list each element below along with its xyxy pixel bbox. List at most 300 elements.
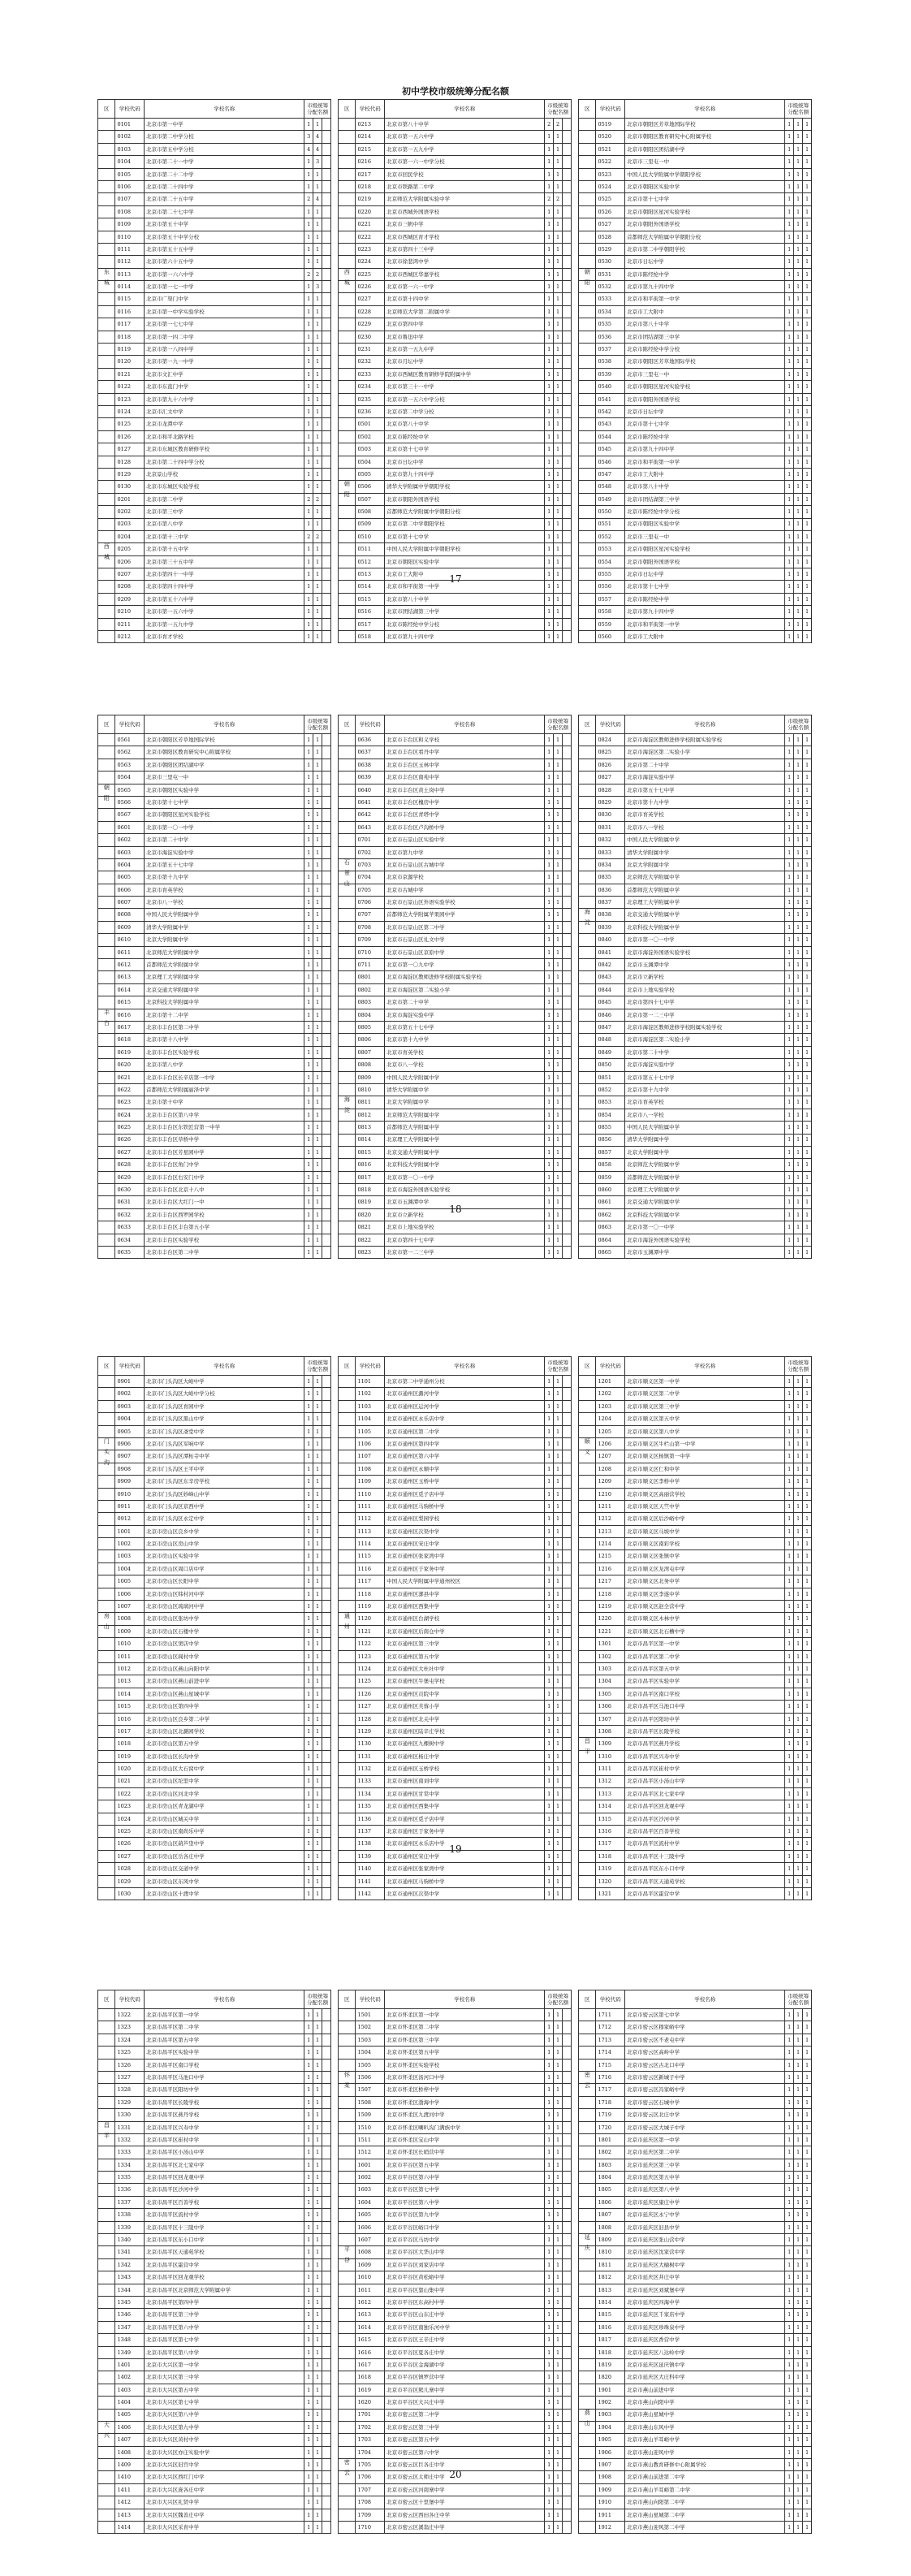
school-code: 1005 — [115, 1575, 145, 1588]
district-cell — [339, 1787, 356, 1800]
quota-value — [563, 1863, 572, 1875]
school-name: 北京市通州区运河中学 — [385, 1400, 545, 1412]
quota-value: 1 — [554, 1588, 563, 1600]
school-code: 0609 — [115, 921, 145, 933]
table-row — [339, 1021, 572, 1033]
school-name: 北京市密云区高岭中学 — [625, 2047, 785, 2059]
quota-value: 1 — [794, 593, 803, 605]
quota-value: 1 — [304, 2409, 313, 2421]
quota-value: 1 — [554, 2296, 563, 2308]
quota-value: 1 — [794, 344, 803, 356]
school-name: 北京市第九十四中学 — [385, 631, 545, 643]
quota-value: 1 — [545, 168, 554, 180]
school-name: 北京市第一五六中学分校 — [385, 393, 545, 405]
quota-value — [322, 1662, 331, 1675]
quota-value: 1 — [554, 2047, 563, 2059]
table-row — [339, 1071, 572, 1083]
district-cell — [579, 1234, 596, 1246]
quota-value: 1 — [304, 959, 313, 971]
table-row — [98, 2346, 331, 2358]
quota-value: 1 — [803, 2234, 812, 2246]
quota-value: 1 — [785, 2284, 794, 2296]
district-cell — [98, 1638, 115, 1650]
quota-value: 1 — [803, 1413, 812, 1425]
school-code: 0817 — [356, 1171, 385, 1183]
district-cell — [339, 2397, 356, 2409]
table-row — [579, 1034, 812, 1046]
quota-value: 1 — [794, 1813, 803, 1825]
quota-value: 1 — [313, 256, 322, 268]
quota-value: 1 — [803, 1184, 812, 1196]
quota-value: 1 — [785, 1009, 794, 1021]
district-cell — [98, 2271, 115, 2284]
district-cell — [579, 1800, 596, 1813]
quota-value: 1 — [554, 606, 563, 618]
school-code: 0813 — [356, 1122, 385, 1134]
quota-value: 1 — [803, 2184, 812, 2196]
table-row — [579, 2309, 812, 2321]
quota-value: 1 — [803, 218, 812, 231]
table-row — [98, 418, 331, 430]
school-name: 北京市怀柔区第五中学 — [385, 2047, 545, 2059]
quota-value: 1 — [803, 2271, 812, 2284]
quota-value: 1 — [785, 2059, 794, 2071]
quota-value: 1 — [313, 2522, 322, 2534]
table-row — [98, 946, 331, 958]
school-name: 北京市第十九中学 — [145, 871, 304, 884]
school-code: 1616 — [356, 2346, 385, 2358]
quota-value: 1 — [794, 996, 803, 1009]
school-name: 北京市平谷区熊儿寨中学 — [385, 2384, 545, 2396]
quota-value: 1 — [794, 1488, 803, 1500]
quota-value: 1 — [545, 468, 554, 480]
school-code: 1506 — [356, 2071, 385, 2083]
quota-value: 1 — [545, 1400, 554, 1412]
school-name: 清华大学附属中学 — [625, 1134, 785, 1146]
school-code: 0218 — [356, 180, 385, 192]
quota-value: 1 — [803, 2296, 812, 2308]
school-code: 1105 — [356, 1425, 385, 1437]
table-row — [339, 1247, 572, 1259]
table-row — [339, 1525, 572, 1537]
school-code: 1111 — [356, 1500, 385, 1512]
school-code: 1510 — [356, 2121, 385, 2133]
table-row — [339, 1613, 572, 1625]
quota-value: 1 — [794, 281, 803, 293]
quota-value: 1 — [304, 506, 313, 518]
quota-value: 1 — [545, 959, 554, 971]
quota-value: 1 — [794, 2459, 803, 2471]
table-row — [339, 1463, 572, 1475]
school-code: 0114 — [115, 281, 145, 293]
school-code: 1410 — [115, 2471, 145, 2483]
school-name: 北京市海淀实验中学 — [625, 1059, 785, 1071]
quota-value: 1 — [304, 231, 313, 243]
quota-value: 1 — [554, 746, 563, 759]
district-cell — [339, 180, 356, 192]
quota-value: 1 — [545, 205, 554, 218]
quota-value: 1 — [304, 606, 313, 618]
quota-value: 1 — [313, 1713, 322, 1725]
district-cell — [339, 143, 356, 155]
quota-value: 1 — [554, 1500, 563, 1512]
table-row — [98, 2358, 331, 2371]
district-cell — [98, 2221, 115, 2233]
header-name: 学校名称 — [145, 1357, 304, 1376]
quota-value: 1 — [304, 1046, 313, 1058]
table-row — [579, 168, 812, 180]
quota-value: 1 — [304, 1713, 313, 1725]
school-name: 北京市玉渊潭中学 — [625, 959, 785, 971]
school-name: 中国人民大学附属中学通州校区 — [385, 1575, 545, 1588]
school-name: 北京市丰台区芳星园中学 — [145, 1146, 304, 1158]
school-code: 1903 — [596, 2409, 625, 2421]
quota-value — [563, 759, 572, 771]
school-code: 0112 — [115, 256, 145, 268]
table-row — [579, 593, 812, 605]
table-row — [579, 1221, 812, 1234]
quota-value: 1 — [313, 180, 322, 192]
school-code: 0706 — [356, 897, 385, 909]
school-name: 北京市房山区坨里中学 — [145, 1775, 304, 1787]
school-name: 北京市第十四中学 — [385, 293, 545, 305]
school-code: 1713 — [596, 2034, 625, 2046]
quota-value: 1 — [794, 1476, 803, 1488]
school-name: 北京市石景山区古城中学 — [385, 858, 545, 871]
school-name: 北京市大兴区西红门中学 — [145, 2471, 304, 2483]
table-row — [579, 205, 812, 218]
quota-value: 1 — [794, 1009, 803, 1021]
quota-value: 1 — [313, 1688, 322, 1700]
quota-value: 1 — [803, 1388, 812, 1400]
quota-value: 1 — [313, 1650, 322, 1662]
district-cell — [98, 946, 115, 958]
school-code: 0840 — [596, 934, 625, 946]
table-row — [579, 909, 812, 921]
school-name: 北京市第二十七中学 — [145, 205, 304, 218]
quota-value: 1 — [304, 344, 313, 356]
quota-value: 1 — [794, 1838, 803, 1850]
school-code: 0509 — [356, 518, 385, 530]
quota-value — [563, 1725, 572, 1737]
school-code: 1141 — [356, 1875, 385, 1887]
quota-value: 1 — [803, 281, 812, 293]
school-code: 0815 — [356, 1146, 385, 1158]
quota-value: 1 — [785, 2496, 794, 2509]
district-cell — [339, 1750, 356, 1762]
table-row — [579, 1763, 812, 1775]
quota-value — [322, 518, 331, 530]
table-row — [339, 1184, 572, 1196]
school-name: 北京市石景山区外语实验学校 — [385, 897, 545, 909]
table-row — [98, 1400, 331, 1412]
table-row — [98, 1550, 331, 1562]
district-cell — [98, 143, 115, 155]
school-name: 北京市和平街第一中学 — [625, 293, 785, 305]
school-code: 0711 — [356, 959, 385, 971]
table-row — [579, 1413, 812, 1425]
district-cell — [339, 996, 356, 1009]
district-cell — [579, 1575, 596, 1588]
quota-value: 1 — [803, 606, 812, 618]
table-row — [339, 2346, 572, 2358]
quota-value: 1 — [313, 2471, 322, 2483]
school-name: 北京市密云区冯家峪中学 — [625, 2084, 785, 2096]
table-row — [98, 784, 331, 796]
district-cell — [98, 256, 115, 268]
quota-value: 1 — [794, 119, 803, 131]
quota-value: 1 — [785, 1562, 794, 1575]
school-code: 0863 — [596, 1221, 625, 1234]
table-row — [98, 1476, 331, 1488]
district-cell — [579, 218, 596, 231]
table-row — [579, 456, 812, 468]
quota-value — [322, 193, 331, 205]
table-row — [98, 1425, 331, 1437]
school-code: 1339 — [115, 2221, 145, 2233]
district-cell — [339, 518, 356, 530]
school-code: 1331 — [115, 2121, 145, 2133]
school-code: 0558 — [596, 606, 625, 618]
school-name: 北京市朝阳区教育研究中心附属学校 — [145, 746, 304, 759]
quota-value — [322, 846, 331, 858]
district-cell — [579, 2397, 596, 2409]
school-code: 0519 — [596, 119, 625, 131]
table-row — [579, 1525, 812, 1537]
table-row — [579, 1059, 812, 1071]
school-code: 1716 — [596, 2071, 625, 2083]
table-row — [98, 2246, 331, 2258]
quota-value: 1 — [554, 293, 563, 305]
quota-value: 1 — [554, 2009, 563, 2021]
quota-value: 1 — [803, 1134, 812, 1146]
school-name: 北京市延庆区大榆树中学 — [625, 2258, 785, 2271]
quota-value — [322, 1638, 331, 1650]
table-row — [339, 344, 572, 356]
quota-value: 1 — [803, 1838, 812, 1850]
quota-value: 1 — [313, 2309, 322, 2321]
district-cell — [579, 430, 596, 443]
quota-value: 1 — [803, 759, 812, 771]
table-row — [579, 1738, 812, 1750]
school-code: 1332 — [115, 2133, 145, 2146]
quota-value: 1 — [304, 1122, 313, 1134]
quota-value — [563, 555, 572, 568]
quota-value: 1 — [794, 1122, 803, 1134]
school-code: 1611 — [356, 2284, 385, 2296]
quota-value: 1 — [794, 871, 803, 884]
quota-value: 1 — [313, 871, 322, 884]
school-name: 首都师范大学附属中学朝阳分校 — [385, 506, 545, 518]
school-name: 北京市第二中学分校 — [385, 405, 545, 417]
quota-value: 1 — [803, 983, 812, 996]
school-name: 北京市房山区韩村河中学 — [145, 1588, 304, 1600]
quota-value: 1 — [554, 734, 563, 746]
school-table — [338, 99, 572, 643]
table-row — [579, 606, 812, 618]
school-name: 北京市昌平区兴寿中学 — [145, 2121, 304, 2133]
table-row — [98, 884, 331, 896]
school-name: 清华大学附属中学 — [625, 846, 785, 858]
school-code: 0210 — [115, 606, 145, 618]
quota-value — [563, 2384, 572, 2396]
quota-value: 1 — [803, 618, 812, 630]
quota-value: 1 — [313, 331, 322, 343]
quota-value: 1 — [313, 1625, 322, 1637]
quota-value: 1 — [803, 506, 812, 518]
school-code: 1116 — [356, 1562, 385, 1575]
school-name: 北京市朝阳区团结湖中学 — [145, 759, 304, 771]
quota-value — [563, 318, 572, 331]
school-name: 首都师范大学附属中学 — [385, 1122, 545, 1134]
school-code: 0904 — [115, 1413, 145, 1425]
district-cell — [98, 2522, 115, 2534]
school-name: 北京市房山区东风中学 — [145, 1875, 304, 1887]
quota-value: 1 — [313, 2246, 322, 2258]
quota-value: 1 — [545, 218, 554, 231]
school-name: 北京市古城中学 — [385, 884, 545, 896]
quota-value: 1 — [785, 2384, 794, 2396]
quota-value: 1 — [803, 305, 812, 318]
quota-value: 1 — [554, 443, 563, 456]
table-row — [98, 2271, 331, 2284]
quota-value — [563, 1046, 572, 1058]
quota-value — [563, 393, 572, 405]
quota-value: 1 — [785, 1021, 794, 1033]
quota-value — [563, 305, 572, 318]
table-row — [579, 2234, 812, 2246]
header-quota: 市级统筹分配名额 — [545, 1990, 572, 2009]
quota-value: 1 — [803, 1863, 812, 1875]
quota-value: 1 — [803, 809, 812, 821]
quota-value: 1 — [313, 796, 322, 808]
table-row — [339, 971, 572, 983]
quota-value: 1 — [794, 834, 803, 846]
quota-value: 1 — [554, 1437, 563, 1450]
quota-value: 1 — [313, 946, 322, 958]
quota-value: 1 — [803, 1046, 812, 1058]
district-cell — [339, 2409, 356, 2421]
school-code: 1211 — [596, 1500, 625, 1512]
quota-value — [563, 2284, 572, 2296]
table-row — [339, 256, 572, 268]
school-code: 0217 — [356, 168, 385, 180]
quota-value: 1 — [554, 1601, 563, 1613]
quota-value: 1 — [313, 1800, 322, 1813]
quota-value — [322, 2021, 331, 2034]
quota-value: 1 — [785, 2184, 794, 2196]
table-row — [339, 2133, 572, 2146]
table-row — [579, 921, 812, 933]
school-name: 北京市平谷区山东庄中学 — [385, 2309, 545, 2321]
quota-value: 1 — [803, 971, 812, 983]
district-cell — [579, 1247, 596, 1259]
school-name: 北京市通州区陆辛庄学校 — [385, 1725, 545, 1737]
quota-value — [322, 493, 331, 505]
school-code: 1704 — [356, 2446, 385, 2458]
school-name: 北京市丰台区第二中学 — [145, 1247, 304, 1259]
district-cell — [339, 1171, 356, 1183]
quota-value: 1 — [785, 2321, 794, 2333]
district-cell — [579, 734, 596, 746]
quota-value: 1 — [313, 2421, 322, 2433]
quota-value: 1 — [803, 1738, 812, 1750]
school-name: 北京市丰台区和义学校 — [385, 734, 545, 746]
school-name: 北京市朝阳区星河实验学校 — [145, 809, 304, 821]
quota-value — [563, 784, 572, 796]
table-row — [579, 1134, 812, 1146]
district-cell — [98, 356, 115, 368]
quota-value — [322, 2522, 331, 2534]
quota-value: 1 — [545, 1713, 554, 1725]
quota-value: 1 — [794, 131, 803, 143]
quota-value: 1 — [803, 1376, 812, 1388]
school-name: 北京交通大学附属中学 — [625, 909, 785, 921]
header-name: 学校名称 — [385, 1357, 545, 1376]
quota-value: 1 — [803, 734, 812, 746]
quota-value: 1 — [803, 2221, 812, 2233]
header-code: 学校代码 — [115, 1357, 145, 1376]
district-cell — [579, 1562, 596, 1575]
quota-value: 1 — [545, 2509, 554, 2521]
school-code: 0701 — [356, 834, 385, 846]
table-row — [98, 2234, 331, 2246]
quota-value: 1 — [304, 2071, 313, 2083]
quota-value: 1 — [313, 1159, 322, 1171]
quota-value: 1 — [545, 481, 554, 493]
district-cell — [339, 934, 356, 946]
district-cell — [98, 2096, 115, 2108]
table-row — [579, 846, 812, 858]
quota-value: 1 — [785, 871, 794, 884]
school-name: 北京市怀柔区桥梓中学 — [385, 2084, 545, 2096]
district-cell — [98, 996, 115, 1009]
table-columns — [97, 1990, 814, 2534]
quota-value: 1 — [554, 2496, 563, 2509]
header-quota: 市级统筹分配名额 — [785, 1357, 812, 1376]
school-code: 0636 — [356, 734, 385, 746]
table-row — [98, 2434, 331, 2446]
table-row — [339, 331, 572, 343]
school-name: 北京市延庆区井庄中学 — [625, 2271, 785, 2284]
quota-value: 1 — [304, 2196, 313, 2208]
table-row — [339, 1059, 572, 1071]
quota-value — [563, 506, 572, 518]
table-row — [339, 1500, 572, 1512]
quota-value: 1 — [545, 1562, 554, 1575]
school-name: 北京市昌平区兴寿中学 — [625, 1750, 785, 1762]
district-cell — [339, 1059, 356, 1071]
district-cell — [339, 2421, 356, 2433]
quota-value: 1 — [545, 131, 554, 143]
quota-value: 1 — [554, 305, 563, 318]
district-cell — [98, 1059, 115, 1071]
quota-value: 1 — [304, 430, 313, 443]
quota-value: 1 — [313, 746, 322, 759]
district-cell — [98, 618, 115, 630]
district-cell — [339, 368, 356, 380]
quota-value: 1 — [554, 2071, 563, 2083]
table-row — [579, 2209, 812, 2221]
school-name: 北京市第九十六中学 — [145, 393, 304, 405]
quota-value: 1 — [304, 555, 313, 568]
table-row — [339, 2421, 572, 2433]
district-cell — [339, 959, 356, 971]
quota-value — [322, 331, 331, 343]
quota-value: 1 — [554, 784, 563, 796]
quota-value — [322, 772, 331, 784]
quota-value: 1 — [554, 1046, 563, 1058]
